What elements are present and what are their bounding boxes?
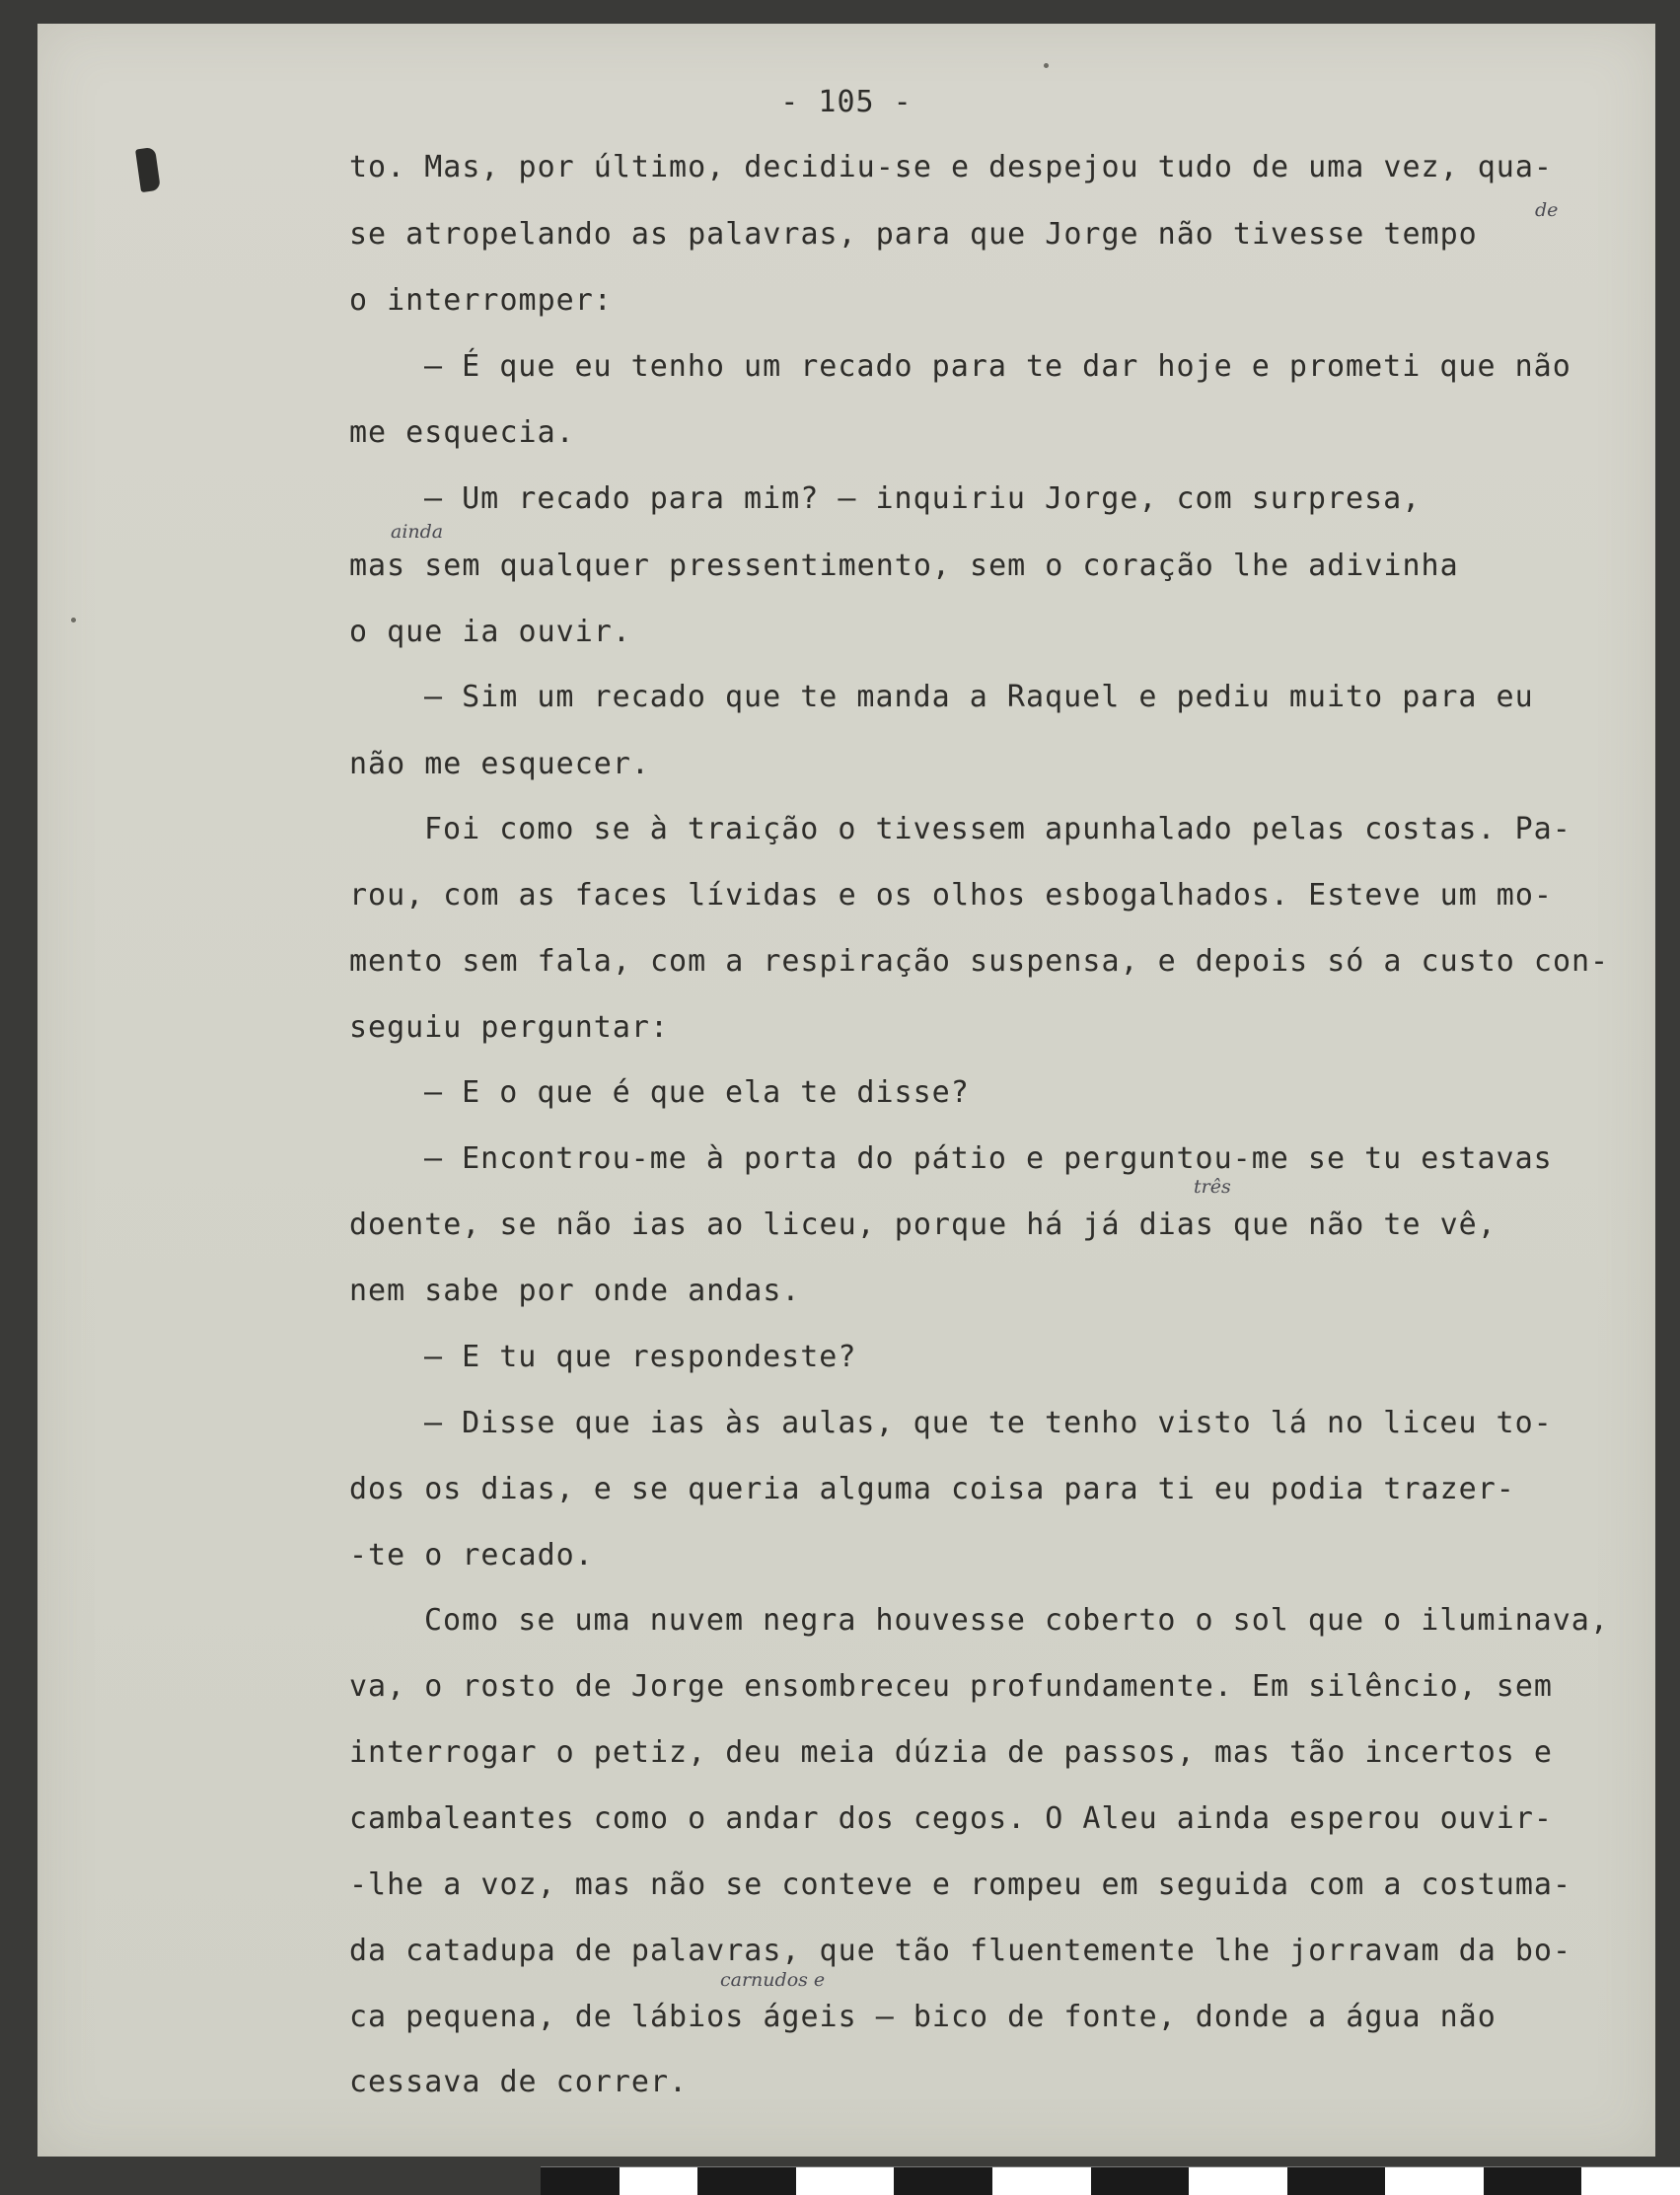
scale-block: [1287, 2167, 1386, 2195]
scale-block: [1091, 2167, 1190, 2195]
scale-bar: [541, 2166, 1680, 2195]
scale-block: [1484, 2167, 1582, 2195]
paper-speck: [71, 618, 76, 622]
handwritten-note-ainda: ainda: [391, 521, 444, 543]
paper-speck: [1044, 63, 1049, 68]
scale-block: [1581, 2167, 1680, 2195]
page-number: - 105 -: [780, 85, 913, 119]
scale-block: [1189, 2167, 1287, 2195]
handwritten-note-tres: três: [1194, 1176, 1231, 1198]
scale-block: [894, 2167, 992, 2195]
handwritten-note-de: de: [1535, 199, 1559, 221]
scale-block: [1385, 2167, 1484, 2195]
scale-block: [697, 2167, 796, 2195]
scale-block: [541, 2167, 620, 2195]
handwritten-note-carnudos: carnudos e: [720, 1969, 826, 1991]
typewritten-page: - 105 - to. Mas, por último, decidiu-se e despejou tudo de uma vez, qua- se atropelando as palavras, para que Jorge não tivesse tempo o interromper: — É que eu tenho um recado para te dar hoje e prometi que não me esquecia. — Um recado para mim? — inquiriu Jorge, com surpresa, mas sem qualquer pressentimento, sem o coração lhe adivinha o que ia ouvir. — Sim um recado que te manda a Raquel e pediu muito para eu não me esquecer. Foi como se à traição o tivessem apunhalado pelas costas. Pa- rou, com as faces lívidas e os olhos esbogalhados. Esteve um mo- mento sem fala, com a respiração suspensa, e depois só a custo con- seguiu perguntar: — E o que é que ela te disse? — Encontrou-me à porta do pátio e perguntou-me se tu estavas doente, se não ias ao liceu, porque há já dias que não te vê, nem sabe por onde andas. — E tu que respondeste? — Disse que ias às aulas, que te tenho visto lá no liceu to- dos os dias, e se queria alguma coisa para ti eu podia trazer- -te o recado. Como se uma nuvem negra houvesse coberto o sol que o iluminava, va, o rosto de Jorge ensombreceu profundamente. Em silêncio, sem interrogar o petiz, deu meia dúzia de passos, mas tão incertos e cambaleantes como o andar dos cegos. O Aleu ainda esperou ouvir- -lhe a voz, mas não se conteve e rompeu em seguida com a costuma- da catadupa de palavras, que tão fluentemente lhe jorravam da bo- ca pequena, de lábios ágeis — bico de fonte, donde a água não cessava de correr. de ainda três carnudos e: [37, 24, 1655, 2157]
scale-block: [796, 2167, 895, 2195]
scale-block: [620, 2167, 698, 2195]
scale-block: [992, 2167, 1091, 2195]
